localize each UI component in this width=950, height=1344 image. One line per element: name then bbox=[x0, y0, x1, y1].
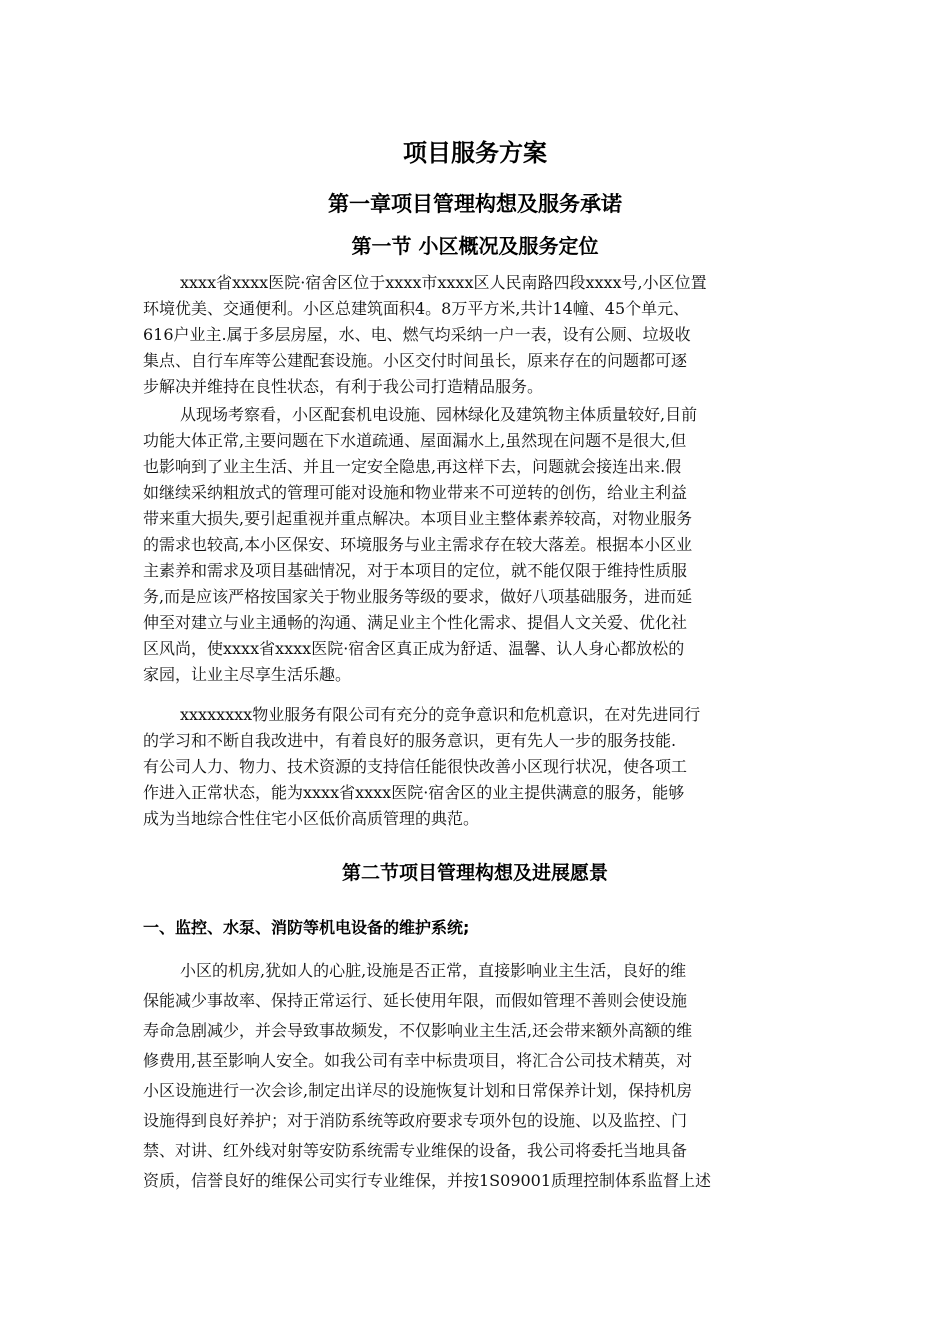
paragraph-line: 修费用,甚至影响人安全。如我公司有幸中标贵项目，将汇合公司技术精英，对 bbox=[143, 1051, 693, 1070]
paragraph-line: 的学习和不断自我改进中，有着良好的服务意识，更有先人一步的服务技能. bbox=[143, 731, 677, 750]
paragraph-line: 保能减少事故率、保持正常运行、延长使用年限，而假如管理不善则会使设施 bbox=[143, 991, 688, 1010]
paragraph-line: 伸至对建立与业主通畅的沟通、满足业主个性化需求、提倡人文关爱、优化社 bbox=[143, 613, 688, 632]
paragraph-line: 家园，让业主尽享生活乐趣。 bbox=[143, 665, 352, 684]
paragraph-line: 从现场考察看，小区配套机电设施、园林绿化及建筑物主体质量较好,目前 bbox=[180, 405, 698, 424]
paragraph-line: 主素养和需求及项目基础情况，对于本项目的定位，就不能仅限于维持性质服 bbox=[143, 561, 688, 580]
paragraph-line: 有公司人力、物力、技术资源的支持信任能很快改善小区现行状况，使各项工 bbox=[143, 757, 688, 776]
section-1-paragraph-2 bbox=[143, 402, 807, 688]
section-1-title: 第一节 小区概况及服务定位 bbox=[351, 234, 599, 258]
paragraph-line: 区风尚，使xxxx省xxxx医院·宿舍区真正成为舒适、温馨、认人身心都放松的 bbox=[143, 639, 685, 658]
paragraph-line: 设施得到良好养护；对于消防系统等政府要求专项外包的设施、以及监控、门 bbox=[143, 1111, 688, 1130]
paragraph-line: xxxx省xxxx医院·宿舍区位于xxxx市xxxx区人民南路四段xxxx号,小区位置 bbox=[180, 273, 707, 292]
paragraph-line: 步解决并维持在良性状态，有利于我公司打造精品服务。 bbox=[143, 377, 544, 396]
paragraph-line: 也影响到了业主生活、并且一定安全隐患,再这样下去，问题就会接连出来.假 bbox=[143, 457, 682, 476]
paragraph-line: xxxxxxxx物业服务有限公司有充分的竞争意识和危机意识，在对先进同行 bbox=[180, 705, 701, 724]
paragraph-line: 作进入正常状态，能为xxxx省xxxx医院·宿舍区的业主提供满意的服务，能够 bbox=[143, 783, 685, 802]
paragraph-line: 的需求也较高,本小区保安、环境服务与业主需求存在较大落差。根据本小区业 bbox=[143, 535, 693, 554]
section-2-subheading: 一、监控、水泵、消防等机电设备的维护系统; bbox=[143, 918, 470, 937]
paragraph-line: 如继续采纳粗放式的管理可能对设施和物业带来不可逆转的创伤，给业主利益 bbox=[143, 483, 688, 502]
section-1-paragraph-3 bbox=[143, 702, 807, 832]
section-2-paragraph-1 bbox=[143, 956, 807, 1196]
paragraph-line: 集点、自行车库等公建配套设施。小区交付时间虽长，原来存在的问题都可逐 bbox=[143, 351, 688, 370]
paragraph-line: 功能大体正常,主要问题在下水道疏通、屋面漏水上,虽然现在问题不是很大,但 bbox=[143, 431, 687, 450]
paragraph-line: 资质，信誉良好的维保公司实行专业维保，并按1S09001质理控制体系监督上述 bbox=[143, 1171, 712, 1190]
section-1-paragraph-1 bbox=[143, 270, 807, 400]
paragraph-line: 禁、对讲、红外线对射等安防系统需专业维保的设备，我公司将委托当地具备 bbox=[143, 1141, 688, 1160]
paragraph-line: 寿命急剧减少，并会导致事故频发，不仅影响业主生活,还会带来额外高额的维 bbox=[143, 1021, 693, 1040]
paragraph-line: 务,而是应该严格按国家关于物业服务等级的要求，做好八项基础服务，进而延 bbox=[143, 587, 693, 606]
paragraph-line: 616户业主.属于多层房屋，水、电、燃气均采纳一户一表，设有公厕、垃圾收 bbox=[143, 325, 691, 344]
paragraph-line: 环境优美、交通便利。小区总建筑面积4。8万平方米,共计14幢、45个单元、 bbox=[143, 299, 690, 318]
chapter-title: 第一章项目管理构想及服务承诺 bbox=[328, 192, 622, 216]
section-2-title: 第二节项目管理构想及进展愿景 bbox=[341, 862, 608, 884]
document-title: 项目服务方案 bbox=[403, 139, 547, 167]
paragraph-line: 成为当地综合性住宅小区低价高质管理的典范。 bbox=[143, 809, 480, 828]
paragraph-line: 带来重大损失,要引起重视并重点解决。本项目业主整体素养较高，对物业服务 bbox=[143, 509, 693, 528]
paragraph-line: 小区的机房,犹如人的心脏,设施是否正常，直接影响业主生活，良好的维 bbox=[180, 961, 687, 980]
paragraph-line: 小区设施进行一次会诊,制定出详尽的设施恢复计划和日常保养计划，保持机房 bbox=[143, 1081, 693, 1100]
